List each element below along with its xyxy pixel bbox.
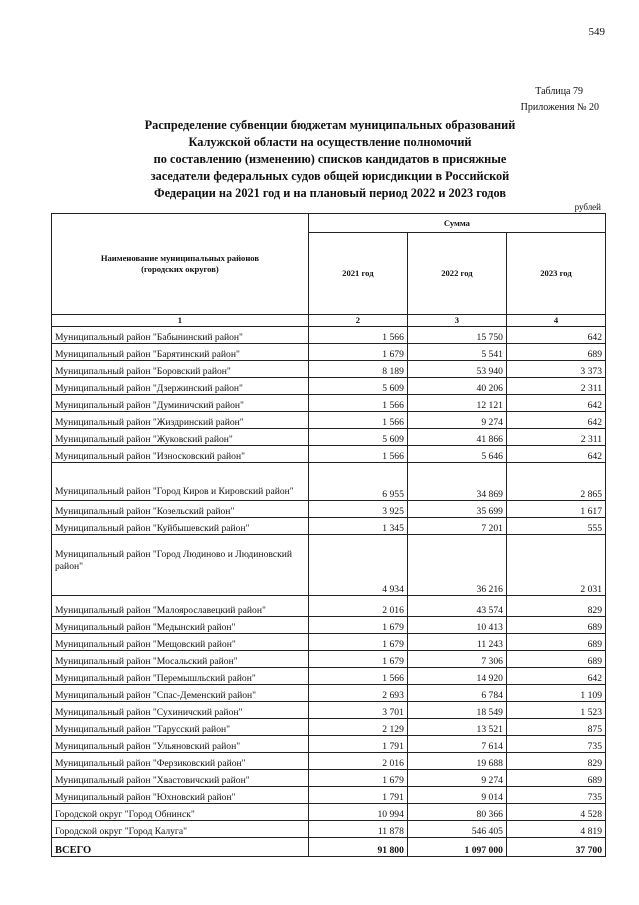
value-2022: 80 366: [407, 804, 506, 821]
value-2021: 1 679: [308, 770, 407, 787]
value-2023: 2 311: [506, 429, 605, 446]
table-row: [52, 651, 606, 668]
value-2022: 43 574: [407, 596, 506, 617]
value-2023: 2 031: [506, 535, 605, 596]
value-2022: 13 521: [407, 719, 506, 736]
row-name: Муниципальный район "Медынский район": [52, 617, 309, 634]
value-2023: 689: [506, 651, 605, 668]
header-name-line: (городских округов): [141, 264, 219, 274]
row-name: Муниципальный район "Город Людиново и Людиновский район": [52, 535, 309, 596]
document-title: [90, 117, 570, 202]
value-2021: 1 566: [308, 327, 407, 344]
row-name: Муниципальный район "Козельский район": [52, 501, 309, 518]
value-2023: 875: [506, 719, 605, 736]
value-2021: 11 878: [308, 821, 407, 838]
column-number: 1: [52, 315, 309, 327]
value-2022: 9 014: [407, 787, 506, 804]
column-header-sum: Сумма: [308, 214, 605, 233]
table-row: [52, 787, 606, 804]
table-row: [52, 596, 606, 617]
value-2021: 2 693: [308, 685, 407, 702]
header-name-line: Наименование муниципальных районов: [100, 253, 260, 263]
value-2022: 15 750: [407, 327, 506, 344]
table-row: [52, 378, 606, 395]
value-2023: 4 528: [506, 804, 605, 821]
table-label: Таблица 79: [535, 86, 583, 97]
value-2022: 53 940: [407, 361, 506, 378]
table-row: [52, 736, 606, 753]
value-2023: 642: [506, 668, 605, 685]
column-number: 4: [506, 315, 605, 327]
value-2021: 1 791: [308, 787, 407, 804]
value-2021: 2 016: [308, 753, 407, 770]
value-2023: 642: [506, 412, 605, 429]
row-name: Муниципальный район "Ульяновский район": [52, 736, 309, 753]
table-row: [52, 446, 606, 463]
column-header-2021: 2021 год: [308, 232, 407, 314]
value-2021: 3 925: [308, 501, 407, 518]
value-2022: 35 699: [407, 501, 506, 518]
value-2022: 36 216: [407, 535, 506, 596]
appendix-label: Приложения № 20: [520, 102, 599, 113]
column-number: 2: [308, 315, 407, 327]
value-2023: 735: [506, 787, 605, 804]
total-2023: 37 700: [506, 838, 605, 857]
value-2021: 1 679: [308, 634, 407, 651]
column-header-2023: 2023 год: [506, 232, 605, 314]
value-2021: 10 994: [308, 804, 407, 821]
table-row: [52, 429, 606, 446]
row-name: Муниципальный район "Износковский район": [52, 446, 309, 463]
row-name: Муниципальный район "Юхновский район": [52, 787, 309, 804]
value-2022: 11 243: [407, 634, 506, 651]
row-name: Муниципальный район "Боровский район": [52, 361, 309, 378]
value-2021: 6 955: [308, 463, 407, 501]
table-row: [52, 412, 606, 429]
value-2022: 6 784: [407, 685, 506, 702]
table-row: [52, 344, 606, 361]
value-2022: 5 646: [407, 446, 506, 463]
value-2022: 7 306: [407, 651, 506, 668]
value-2021: 5 609: [308, 429, 407, 446]
value-2021: 3 701: [308, 702, 407, 719]
page-number: 549: [588, 26, 605, 38]
table-row: [52, 535, 606, 596]
row-name: Муниципальный район "Куйбышевский район": [52, 518, 309, 535]
value-2023: 3 373: [506, 361, 605, 378]
value-2023: 689: [506, 344, 605, 361]
row-name: Муниципальный район "Думиничский район": [52, 395, 309, 412]
row-name: Муниципальный район "Ферзиковский район": [52, 753, 309, 770]
value-2021: 1 566: [308, 446, 407, 463]
column-number: 3: [407, 315, 506, 327]
table-row: [52, 327, 606, 344]
row-name: Муниципальный район "Хвастовичский район": [52, 770, 309, 787]
row-name: Муниципальный район "Барятинский район": [52, 344, 309, 361]
value-2023: 642: [506, 327, 605, 344]
row-name: Муниципальный район "Мосальский район": [52, 651, 309, 668]
table-row: [52, 753, 606, 770]
value-2022: 19 688: [407, 753, 506, 770]
subvention-table: [51, 213, 606, 857]
row-name: Городской округ "Город Калуга": [52, 821, 309, 838]
value-2021: 1 791: [308, 736, 407, 753]
row-name: Муниципальный район "Город Киров и Кировский район": [52, 463, 309, 501]
value-2022: 10 413: [407, 617, 506, 634]
table-row: [52, 463, 606, 501]
value-2023: 829: [506, 596, 605, 617]
value-2022: 14 920: [407, 668, 506, 685]
total-label: ВСЕГО: [52, 838, 309, 857]
value-2021: 1 345: [308, 518, 407, 535]
value-2023: 1 109: [506, 685, 605, 702]
value-2023: 829: [506, 753, 605, 770]
value-2022: 7 201: [407, 518, 506, 535]
value-2021: 4 934: [308, 535, 407, 596]
row-name: Городской округ "Город Обнинск": [52, 804, 309, 821]
row-name: Муниципальный район "Дзержинский район": [52, 378, 309, 395]
table-row: [52, 501, 606, 518]
value-2021: 1 566: [308, 668, 407, 685]
row-name: Муниципальный район "Тарусский район": [52, 719, 309, 736]
value-2022: 18 549: [407, 702, 506, 719]
table-row: [52, 668, 606, 685]
title-line: Калужской области на осуществление полномочий: [188, 135, 472, 149]
row-name: Муниципальный район "Мещовский район": [52, 634, 309, 651]
unit-label: рублей: [574, 202, 601, 212]
title-line: Распределение субвенции бюджетам муниципальных образований: [144, 118, 516, 132]
value-2022: 5 541: [407, 344, 506, 361]
table-row: [52, 770, 606, 787]
value-2021: 2 129: [308, 719, 407, 736]
table-row: [52, 361, 606, 378]
row-name: Муниципальный район "Спас-Деменский район": [52, 685, 309, 702]
value-2021: 2 016: [308, 596, 407, 617]
table-row: [52, 617, 606, 634]
total-2021: 91 800: [308, 838, 407, 857]
table-row: [52, 395, 606, 412]
row-name: Муниципальный район "Жуковский район": [52, 429, 309, 446]
value-2023: 642: [506, 446, 605, 463]
value-2023: 689: [506, 617, 605, 634]
column-header-name: [52, 214, 309, 315]
value-2022: 41 866: [407, 429, 506, 446]
table-row: [52, 821, 606, 838]
column-header-2022: 2022 год: [407, 232, 506, 314]
value-2021: 1 679: [308, 344, 407, 361]
value-2023: 689: [506, 634, 605, 651]
table-row: [52, 518, 606, 535]
title-line: заседатели федеральных судов общей юрисдикции в Российской: [150, 169, 510, 183]
value-2023: 735: [506, 736, 605, 753]
value-2022: 40 206: [407, 378, 506, 395]
value-2022: 34 869: [407, 463, 506, 501]
value-2021: 1 679: [308, 617, 407, 634]
value-2023: 2 865: [506, 463, 605, 501]
row-name: Муниципальный район "Бабынинский район": [52, 327, 309, 344]
table-row: [52, 719, 606, 736]
value-2021: 1 566: [308, 395, 407, 412]
table-row: [52, 634, 606, 651]
title-line: по составлению (изменению) списков кандидатов в присяжные: [153, 152, 507, 166]
value-2022: 546 405: [407, 821, 506, 838]
value-2023: 689: [506, 770, 605, 787]
value-2022: 9 274: [407, 412, 506, 429]
row-name: Муниципальный район "Сухиничский район": [52, 702, 309, 719]
value-2022: 9 274: [407, 770, 506, 787]
table-row: [52, 685, 606, 702]
row-name: Муниципальный район "Перемышльский район": [52, 668, 309, 685]
title-line: Федерации на 2021 год и на плановый период 2022 и 2023 годов: [154, 186, 506, 200]
total-2022: 1 097 000: [407, 838, 506, 857]
value-2021: 1 566: [308, 412, 407, 429]
row-name: Муниципальный район "Жиздринский район": [52, 412, 309, 429]
value-2023: 555: [506, 518, 605, 535]
value-2021: 8 189: [308, 361, 407, 378]
total-row: [52, 838, 606, 857]
value-2023: 1 523: [506, 702, 605, 719]
value-2023: 2 311: [506, 378, 605, 395]
value-2021: 5 609: [308, 378, 407, 395]
value-2021: 1 679: [308, 651, 407, 668]
row-name: Муниципальный район "Малоярославецкий район": [52, 596, 309, 617]
value-2023: 642: [506, 395, 605, 412]
value-2023: 4 819: [506, 821, 605, 838]
value-2023: 1 617: [506, 501, 605, 518]
table-row: [52, 804, 606, 821]
value-2022: 7 614: [407, 736, 506, 753]
table-row: [52, 702, 606, 719]
value-2022: 12 121: [407, 395, 506, 412]
